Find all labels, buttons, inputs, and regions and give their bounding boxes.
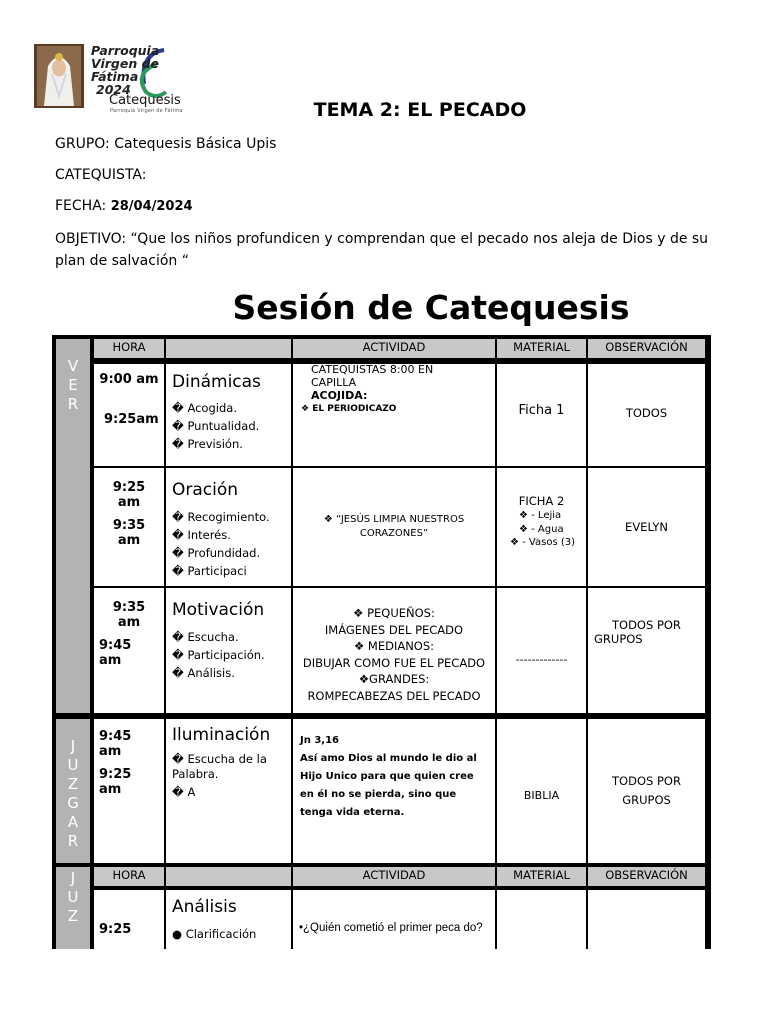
list-item: � Escucha. [172,630,239,644]
row-3-session [166,588,291,713]
time-start: 9:35 am [112,600,146,630]
list-item: ❖ - Lejia [519,510,562,521]
list-item: � Profundidad. [172,546,261,560]
activity-line: ACOJIDA: [311,389,368,402]
bible-text: Así amo Dios al mundo le dio al Hijo Unico para que quien cree en él no se pierda, sino que tenga vida eterna. [300,753,477,818]
list-item: � Escucha de la Palabra. [172,752,267,781]
bible-reference: Jn 3,16 [300,735,339,746]
time-start: 9:00 am [99,372,159,387]
row-2-activity: ❖ “JESÚS LIMPIA NUESTROS CORAZONES” [293,468,495,586]
section-letter: J [70,737,76,755]
session-title: Sesión de Catequesis [232,288,630,327]
section-letter: E [68,376,78,394]
row-2-observation: EVELYN [588,468,705,586]
time-end: 9:45 am [99,638,132,668]
list-item: ❖ - Vasos (3) [510,537,576,548]
group-label: GRUPO: [55,136,110,152]
list-item: � Interés. [172,528,231,542]
section-letter: U [67,888,79,906]
time-end: 9:35 am [112,518,146,548]
section-letter: Z [67,775,79,793]
activity-line: ❖ EL PERIODICAZO [301,404,397,414]
date-value: 28/04/2024 [110,199,193,214]
col-header-hora: HORA [94,339,164,358]
activity-line: CATEQUISTAS 8:00 EN CAPILLA [311,363,434,389]
session-name: Análisis [172,897,237,917]
activity-line: IMÁGENES DEL PECADO [324,622,464,637]
list-item: � Acogida. [172,401,237,415]
col-header-material: MATERIAL [497,867,586,886]
material-items [510,509,576,550]
list-item: � Participación. [172,648,265,662]
row-4-activity [293,719,495,863]
catechist-label: CATEQUISTA: [55,167,147,183]
logo-line-2: Virgen de [91,56,160,71]
col-header-actividad: ACTIVIDAD [293,867,495,886]
col-header-hora: HORA [94,867,164,886]
row-3-time [94,588,164,713]
logo-tagline: Parroquia Virgen de Fátima [110,108,183,114]
list-item: � A [172,785,196,799]
row-5-time [94,890,164,949]
list-item: � Recogimiento. [172,510,270,524]
logo-line-1: Parroquia [91,43,160,58]
activity-line: ROMPECABEZAS DEL PECADO [307,688,481,703]
section-letter: A [67,813,79,831]
activity-line: ❖ MEDIANOS: [353,639,435,653]
time-start: 9:25 [99,922,132,937]
row-1-material: Ficha 1 [497,364,586,466]
logo-line-3: Fátima [91,69,139,84]
col-header-actividad: ACTIVIDAD [293,339,495,358]
activity-line: ❖GRANDES: [358,672,430,686]
row-3-material: ------------- [497,588,586,713]
session-items [172,752,284,800]
activity-line: DIBUJAR COMO FUE EL PECADO [302,655,486,670]
session-name: Dinámicas [172,372,261,392]
col-header-material: MATERIAL [497,339,586,358]
date-label: FECHA: [55,198,107,214]
row-2-session [166,468,291,586]
time-end: 9:25am [104,412,159,427]
session-items [172,508,270,580]
section-letter: U [67,756,79,774]
material-title: FICHA 2 [518,494,565,508]
section-letter: R [67,832,79,850]
col-header-observacion: OBSERVACIÓN [588,339,705,358]
row-4-time [94,719,164,863]
session-name: Motivación [172,600,265,620]
row-5-material [497,890,586,949]
list-item: � Puntualidad. [172,419,260,433]
row-1-activity [293,364,495,466]
row-5-activity [293,890,495,949]
section-juzgar [56,719,90,863]
row-3-observation [588,588,705,713]
activity-line: ❖ PEQUEÑOS: [353,606,435,620]
row-1-session [166,364,291,466]
observation-text: TODOS POR GRUPOS [594,618,681,646]
row-2-material [497,468,586,586]
section-letter: R [67,395,79,413]
activity-line: •¿Quién cometió el primer peca do? [299,922,483,934]
section-juz [56,867,90,949]
col-header-blank [166,867,291,886]
row-4-material: BIBLIA [497,719,586,863]
session-items [172,925,256,943]
section-letter: Z [67,907,79,925]
list-item: ❖ - Agua [519,523,564,535]
session-name: Iluminación [172,725,271,745]
time-end: 9:25 am [99,767,132,797]
session-items [172,399,259,453]
logo-year: 2024 [96,82,131,97]
list-item: � Análisis. [172,666,235,680]
list-item: � Participaci [172,564,247,578]
objective: OBJETIVO: “Que los niños profundicen y comprendan que el pecado nos aleja de Dios y de su plan de salvación “ [55,231,709,269]
time-start: 9:25 am [112,480,146,510]
row-5-observation [588,890,705,949]
group-line [55,136,276,152]
date-line [55,198,193,214]
section-letter: J [70,869,76,887]
row-5-session [166,890,291,949]
session-name: Oración [172,480,239,500]
row-4-session [166,719,291,863]
list-item: � Previsión. [172,437,243,451]
col-header-blank [166,339,291,358]
group-value: Catequesis Básica Upis [114,136,277,152]
topic-title: TEMA 2: EL PECADO [313,99,527,121]
logo-brand: Catequesis [109,93,181,108]
row-3-activity [293,588,495,713]
section-letter: G [67,794,79,812]
section-letter: V [67,357,79,375]
row-1-observation: TODOS [588,364,705,466]
row-2-time [94,468,164,586]
col-header-observacion: OBSERVACIÓN [588,867,705,886]
row-1-time [94,364,164,466]
session-items [172,628,265,682]
session-table [52,335,711,949]
section-ver [56,339,90,713]
row-4-observation: TODOS POR GRUPOS [588,719,705,863]
time-start: 9:45 am [99,729,132,759]
list-item: ● Clarificación [172,927,257,941]
